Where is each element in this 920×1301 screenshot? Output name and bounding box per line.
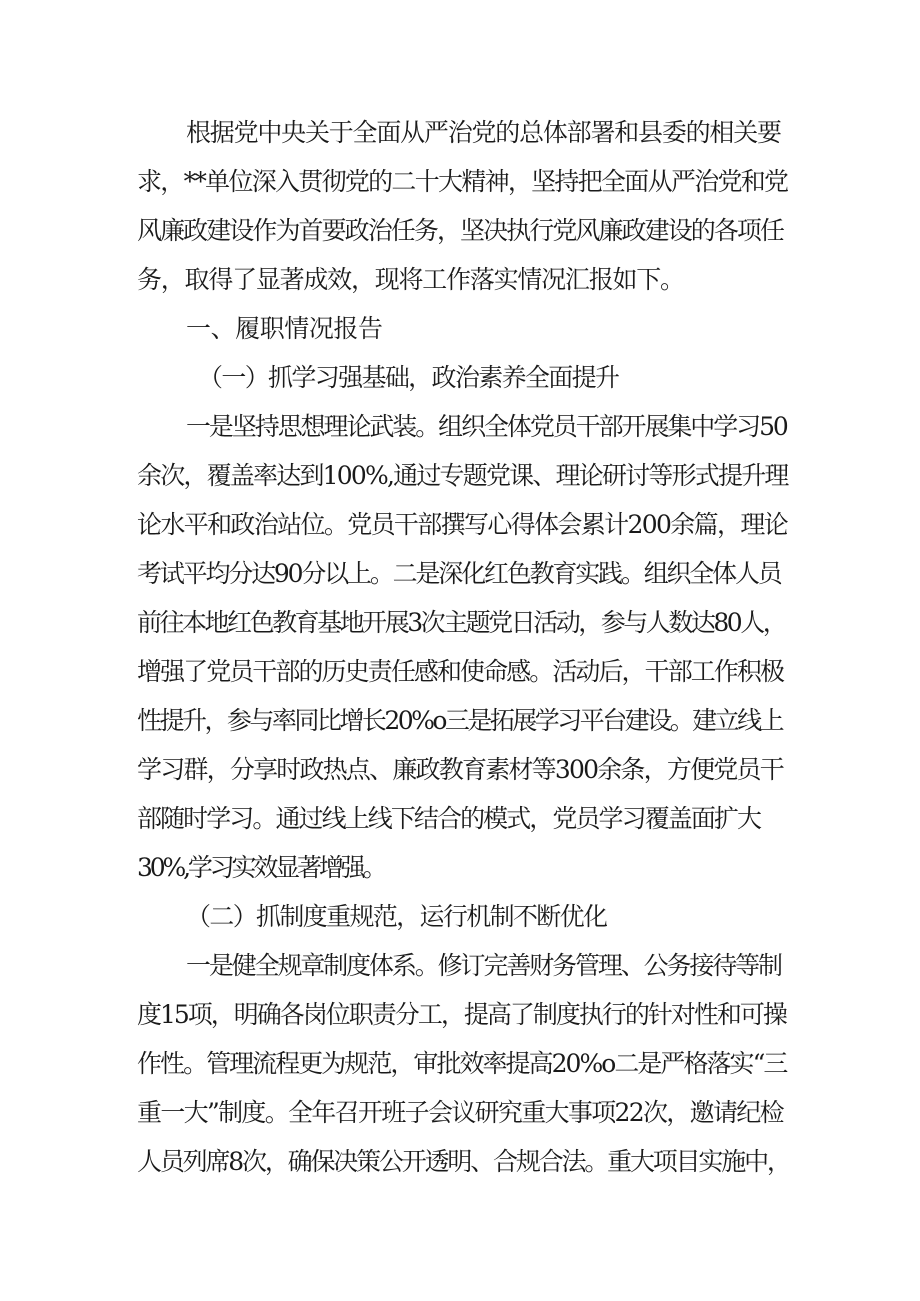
paragraph-line: 作性。管理流程更为规范，审批效率提高20%o二是严格落实“三 [137,1049,787,1078]
paragraph-line: 性提升，参与率同比增长20%o三是拓展学习平台建设。建立线上 [137,706,783,735]
paragraph-line: 学习群，分享时政热点、廉政教育素材等300余条，方便党员干 [137,755,783,784]
paragraph-line: 论水平和政治站位。党员干部撰写心得体会累计200余篇，理论 [137,510,788,539]
paragraph-line: 30%,学习实效显著增强。 [137,853,385,882]
section-heading: 一、履职情况报告 [186,314,383,343]
paragraph-line: 前往本地红色教育基地开展3次主题党日活动，参与人数达80人， [137,608,786,637]
paragraph-line: 部随时学习。通过线上线下结合的模式，党员学习覆盖面扩大 [137,804,761,833]
paragraph-line: 求，**单位深入贯彻党的二十大精神，坚持把全面从严治党和党 [137,167,788,196]
subsection-heading: （一）抓学习强基础，政治素养全面提升 [198,363,619,392]
paragraph-line: 根据党中央关于全面从严治党的总体部署和县委的相关要 [186,118,781,147]
paragraph-line: 重一大”制度。全年召开班子会议研究重大事项22次，邀请纪检 [137,1098,783,1127]
paragraph-line: 一是健全规章制度体系。修订完善财务管理、公务接待等制 [186,951,781,980]
paragraph-line: 增强了党员干部的历史责任感和使命感。活动后，干部工作积极 [137,657,784,686]
paragraph-line: 考试平均分达90分以上。二是深化红色教育实践。组织全体人员 [137,559,781,588]
paragraph-line: 务，取得了显著成效，现将工作落实情况汇报如下。 [137,265,684,294]
paragraph-line: 人员列席8次，确保决策公开透明、合规合法。重大项目实施中， [137,1147,790,1176]
subsection-heading: （二）抓制度重规范，运行机制不断优化 [186,902,607,931]
paragraph-line: 风廉政建设作为首要政治任务，坚决执行党风廉政建设的各项任 [137,216,784,245]
paragraph-line: 余次，覆盖率达到100%,通过专题党课、理论研讨等形式提升理 [137,461,788,490]
paragraph-line: 度15项，明确各岗位职责分工，提高了制度执行的针对性和可操 [137,1000,786,1029]
paragraph-line: 一是坚持思想理论武装。组织全体党员干部开展集中学习50 [186,412,787,441]
